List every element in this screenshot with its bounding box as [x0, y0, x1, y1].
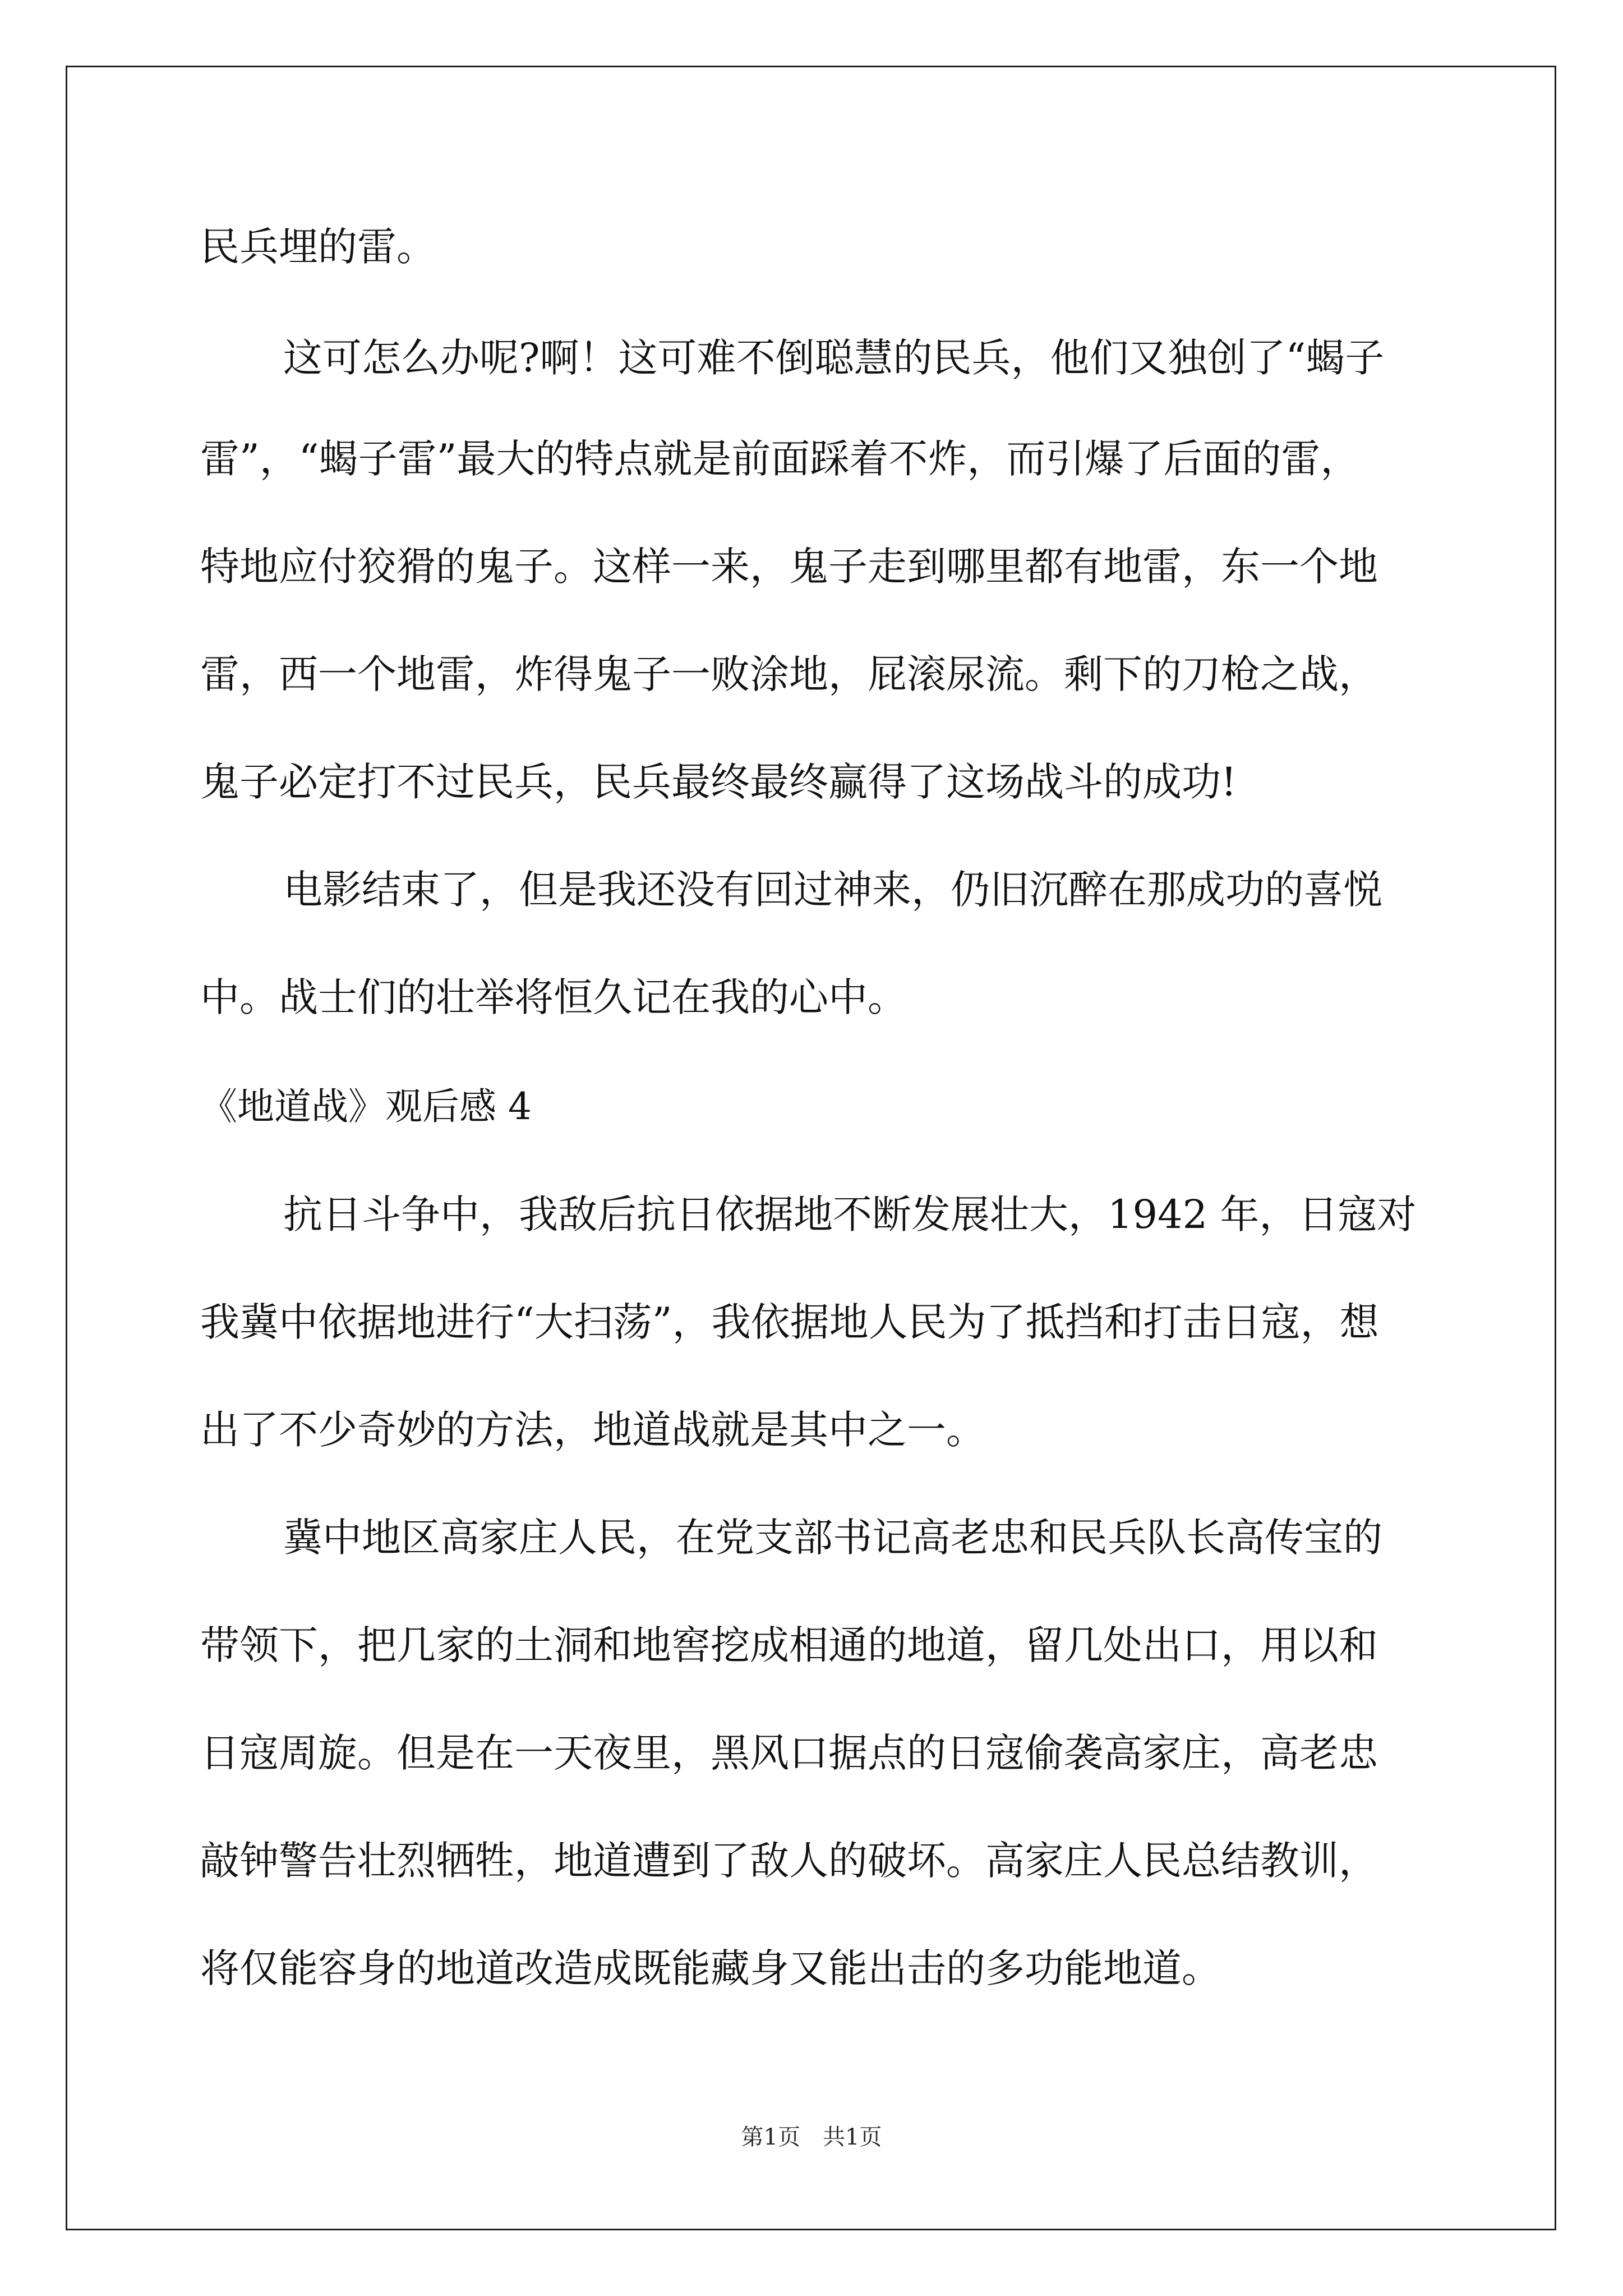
text-line: 我冀中依据地进行“大扫荡”，我依据地人民为了抵挡和打击日寇，想: [200, 1299, 1379, 1345]
text-line: 鬼子必定打不过民兵，民兵最终最终赢得了这场战斗的成功!: [200, 759, 1237, 805]
text-line: 日寇周旋。但是在一天夜里，黑风口据点的日寇偷袭高家庄，高老忠: [200, 1730, 1378, 1776]
page-border: [66, 66, 1556, 2230]
text-line: 将仅能容身的地道改造成既能藏身又能出击的多功能地道。: [200, 1945, 1221, 1991]
text-line: 雷，西一个地雷，炸得鬼子一败涂地，屁滚尿流。剩下的刀枪之战，: [200, 651, 1378, 697]
text-line: 特地应付狡猾的鬼子。这样一来，鬼子走到哪里都有地雷，东一个地: [200, 544, 1378, 590]
text-line: 出了不少奇妙的方法，地道战就是其中之一。: [200, 1407, 985, 1453]
paragraph-first-line: 这可怎么办呢?啊！这可难不倒聪慧的民兵，他们又独创了“蝎子: [283, 335, 1385, 381]
paragraph-first-line: 冀中地区高家庄人民，在党支部书记高老忠和民兵队长高传宝的: [283, 1515, 1382, 1561]
text-line: 中。战士们的壮举将恒久记在我的心中。: [200, 974, 907, 1020]
text-line: 带领下，把几家的土洞和地窖挖成相通的地道，留几处出口，用以和: [200, 1622, 1378, 1668]
paragraph-first-line: 抗日斗争中，我敌后抗日依据地不断发展壮大，1942 年，日寇对: [283, 1191, 1417, 1237]
paragraph-first-line: 电影结束了，但是我还没有回过神来，仍旧沉醉在那成功的喜悦: [283, 867, 1382, 913]
section-heading: 《地道战》观后感 4: [200, 1085, 532, 1128]
page-footer: 第1页 共1页: [741, 2124, 882, 2150]
text-line: 民兵埋的雷。: [200, 224, 436, 270]
text-line: 雷”，“蝎子雷”最大的特点就是前面踩着不炸，而引爆了后面的雷，: [200, 436, 1360, 482]
text-line: 敲钟警告壮烈牺牲，地道遭到了敌人的破坏。高家庄人民总结教训，: [200, 1838, 1378, 1884]
